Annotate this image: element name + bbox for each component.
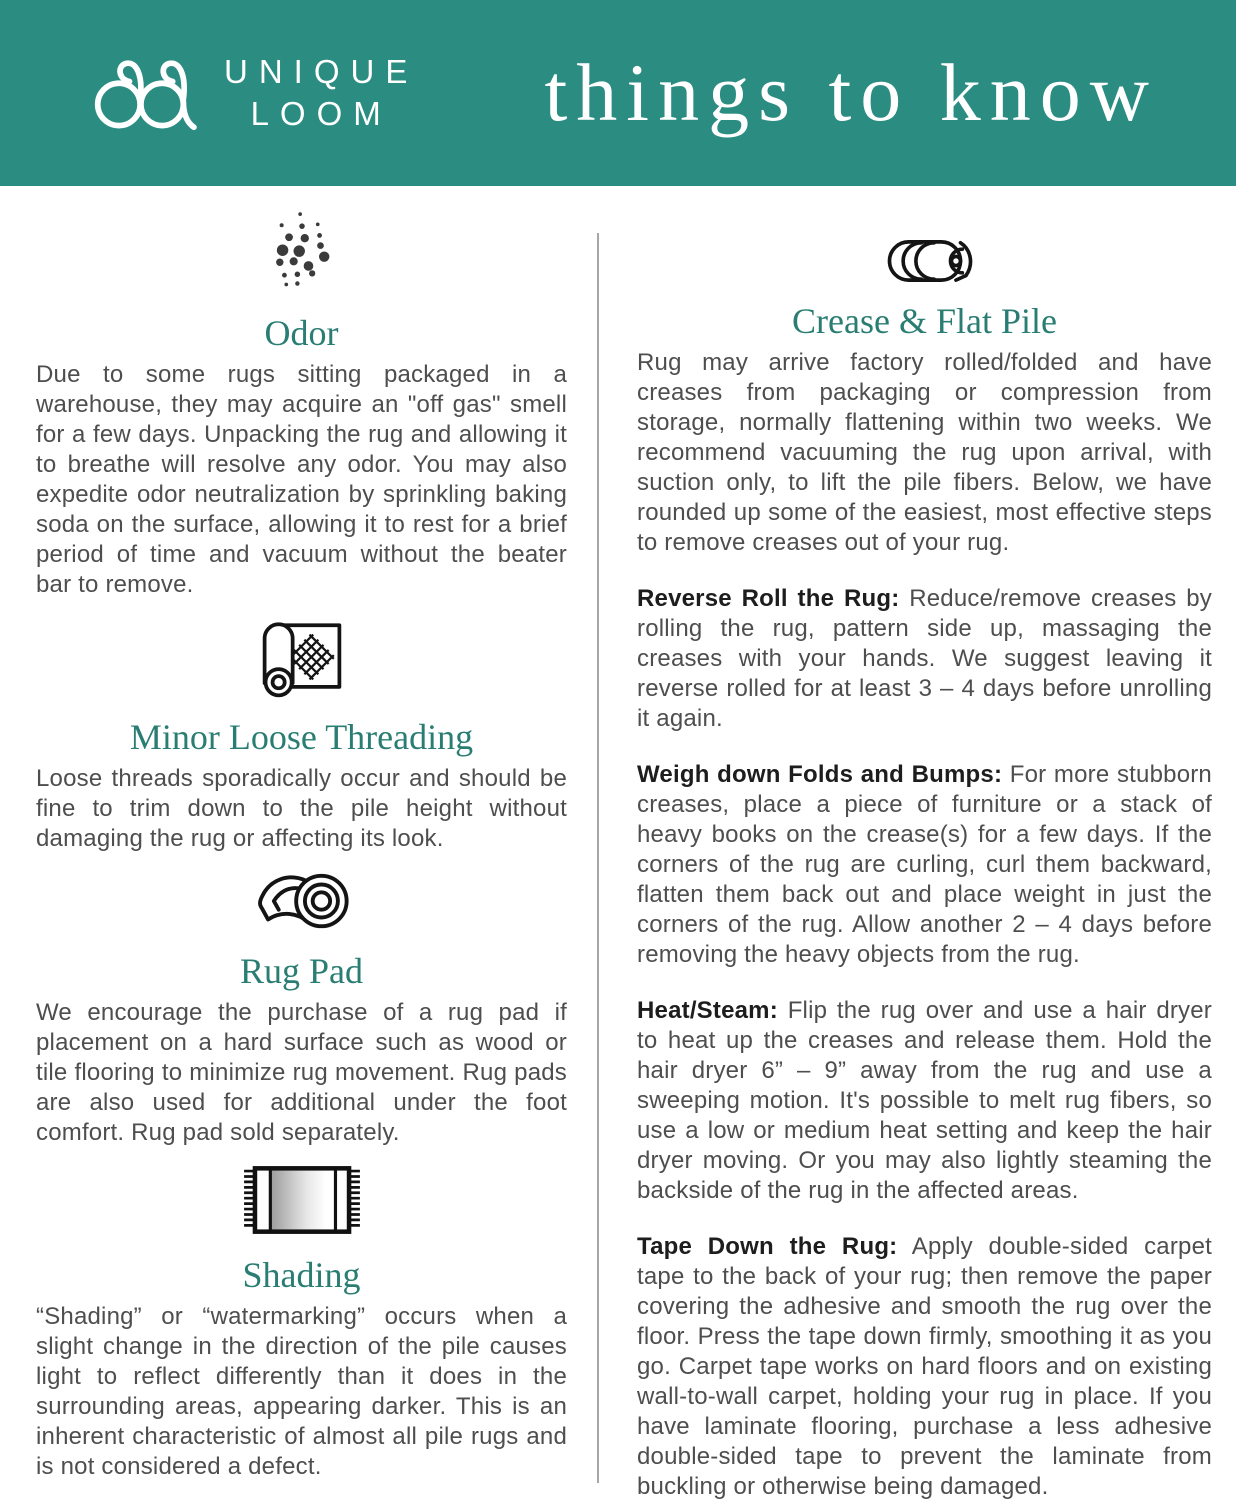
section-crease-flat-pile (637, 238, 1212, 1500)
tip-weigh-down-label: Weigh down Folds and Bumps: (637, 761, 1003, 788)
rolled-rug-crosshatch-icon (36, 614, 567, 700)
page-title: things to know (544, 47, 1158, 138)
rolled-rug-side-icon (637, 238, 1212, 284)
section-heading-odor: Odor (264, 313, 339, 353)
shading-rug-icon (36, 1162, 567, 1238)
odor-particles-icon (36, 210, 567, 296)
tip-heat-steam (637, 996, 1212, 1206)
tip-reverse-roll-label: Reverse Roll the Rug: (637, 585, 900, 612)
section-odor (36, 210, 567, 600)
tip-weigh-down (637, 760, 1212, 970)
rug-pad-roll-icon (36, 868, 567, 934)
header-banner (0, 0, 1236, 186)
tip-reverse-roll-text: Reduce/remove creases by rolling the rug, pattern side up, massaging the creases with your hands. We suggest leaving it reverse rolled for at least 3 – 4 days before unrolling it again. (637, 585, 1213, 732)
tip-tape-down-text: Apply double-sided carpet tape to the back of your rug; then remove the paper covering the adhesive and smooth the rug over the floor. Press the tape down firmly, smoothing it as you go. Carpet tape works on hard floors and on existing wall-to-wall carpet, holding your rug in place. If you have laminate flooring, purchase a less adhesive double-sided tape to prevent the laminate from buckling or otherwise being damaged. (637, 1233, 1213, 1500)
section-shading (36, 1162, 567, 1482)
section-heading-rug-pad: Rug Pad (239, 951, 363, 991)
brand-wordmark (224, 51, 418, 135)
tip-heat-steam-text: Flip the rug over and use a hair dryer to heat up the creases and release them. Hold the hair dryer 6” – 9” away from the rug and use a sweeping motion. It's possible to melt rug fibers, so use a low or medium heat setting and keep the hair dryer moving. Or you may also lightly steaming the backside of the rug in the affected areas. (637, 997, 1212, 1204)
section-body-loose-threading: Loose threads sporadically occur and should be fine to trim down to the pile height without damaging the rug or affecting its look. (36, 765, 567, 852)
right-column (597, 186, 1236, 1500)
section-body-odor: Due to some rugs sitting packaged in a warehouse, they may acquire an "off gas" smell for a few days. Unpacking the rug and allowing it to breathe will resolve any odor. You may also expedite odor neutralization by sprinkling baking soda on the surface, allowing it to rest for a brief period of time and vacuum without the beater bar to remove. (36, 361, 567, 598)
tip-tape-down-label: Tape Down the Rug: (637, 1233, 898, 1260)
section-body-shading: “Shading” or “watermarking” occurs when a slight change in the direction of the pile causes light to reflect differently than it does in the surrounding areas, appearing darker. This is an inherent characteristic of almost all pile rugs and is not considered a defect. (36, 1303, 567, 1480)
tip-heat-steam-label: Heat/Steam: (637, 997, 778, 1024)
section-body-rug-pad: We encourage the purchase of a rug pad if placement on a hard surface such as wood or tile flooring to minimize rug movement. Rug pads are also used for additional under the foot comfort. Rug pad sold separately. (36, 999, 567, 1146)
brand-line-2: LOOM (250, 95, 392, 132)
section-heading-shading: Shading (242, 1255, 361, 1295)
two-column-content (0, 186, 1236, 1500)
tip-weigh-down-text: For more stubborn creases, place a piece of furniture or a stack of heavy books on the crease(s) for a few days. If the corners of the rug are curling, curl them backward, flatten them back out and place weight in just the corners of the rug. Allow another 2 – 4 days before removing the heavy objects from the rug. (637, 761, 1212, 968)
section-loose-threading (36, 614, 567, 854)
crease-intro-paragraph: Rug may arrive factory rolled/folded and have creases from packaging or compression from storage, normally flattening within two weeks. We recommend vacuuming the rug upon arrival, with suction only, to lift the pile fibers. Below, we have rounded up some of the easiest, most effective steps to remove creases out of your rug. (637, 349, 1212, 556)
tip-tape-down (637, 1232, 1212, 1500)
section-rug-pad (36, 868, 567, 1148)
column-divider (597, 233, 599, 1483)
section-heading-loose-threading: Minor Loose Threading (129, 717, 474, 757)
brand-line-1: UNIQUE (224, 52, 419, 90)
tip-reverse-roll (637, 584, 1212, 734)
unique-loom-logo (92, 50, 418, 136)
left-column (0, 186, 597, 1500)
section-heading-crease-flat-pile: Crease & Flat Pile (792, 301, 1057, 341)
unique-loom-logo-icon (92, 50, 198, 136)
